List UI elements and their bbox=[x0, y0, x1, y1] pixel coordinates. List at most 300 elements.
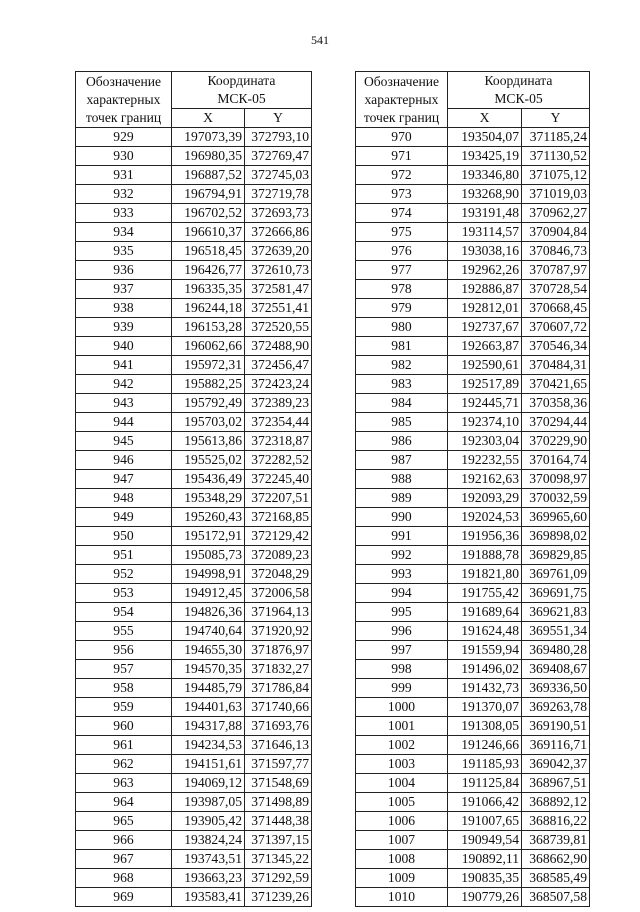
x-coordinate: 196153,28 bbox=[172, 318, 245, 337]
point-number: 982 bbox=[356, 356, 448, 375]
table-row bbox=[76, 128, 312, 147]
table-row bbox=[356, 812, 590, 831]
table-row bbox=[356, 337, 590, 356]
x-coordinate: 190892,11 bbox=[448, 850, 522, 869]
table-row bbox=[76, 337, 312, 356]
point-number: 934 bbox=[76, 223, 172, 242]
x-coordinate: 192374,10 bbox=[448, 413, 522, 432]
table-row bbox=[76, 641, 312, 660]
y-coordinate: 369042,37 bbox=[522, 755, 590, 774]
coordinate-header: Координата МСК-05 bbox=[448, 72, 590, 109]
point-number: 944 bbox=[76, 413, 172, 432]
table-row bbox=[356, 698, 590, 717]
table-row bbox=[76, 622, 312, 641]
point-number: 994 bbox=[356, 584, 448, 603]
x-coordinate: 194485,79 bbox=[172, 679, 245, 698]
point-number: 953 bbox=[76, 584, 172, 603]
x-coordinate: 196244,18 bbox=[172, 299, 245, 318]
point-number: 975 bbox=[356, 223, 448, 242]
x-coordinate: 195436,49 bbox=[172, 470, 245, 489]
table-row bbox=[76, 432, 312, 451]
table-row bbox=[356, 774, 590, 793]
table-row bbox=[356, 603, 590, 622]
y-coordinate: 371786,84 bbox=[245, 679, 312, 698]
table-row bbox=[76, 375, 312, 394]
table-row bbox=[356, 394, 590, 413]
table-row bbox=[356, 584, 590, 603]
x-coordinate: 193743,51 bbox=[172, 850, 245, 869]
y-coordinate: 372456,47 bbox=[245, 356, 312, 375]
point-number: 983 bbox=[356, 375, 448, 394]
point-number: 932 bbox=[76, 185, 172, 204]
point-number: 951 bbox=[76, 546, 172, 565]
x-coordinate: 192886,87 bbox=[448, 280, 522, 299]
y-coordinate: 368585,49 bbox=[522, 869, 590, 888]
x-coordinate: 192737,67 bbox=[448, 318, 522, 337]
y-coordinate: 369190,51 bbox=[522, 717, 590, 736]
y-coordinate: 372089,23 bbox=[245, 546, 312, 565]
x-coordinate: 195972,31 bbox=[172, 356, 245, 375]
coordinates-table-right bbox=[355, 71, 590, 907]
x-coordinate: 196426,77 bbox=[172, 261, 245, 280]
table-row bbox=[356, 318, 590, 337]
table-row bbox=[76, 489, 312, 508]
x-coordinate: 191624,48 bbox=[448, 622, 522, 641]
table-row bbox=[356, 679, 590, 698]
point-number: 966 bbox=[76, 831, 172, 850]
table-row bbox=[76, 717, 312, 736]
point-number: 960 bbox=[76, 717, 172, 736]
table-row bbox=[76, 565, 312, 584]
x-coordinate: 195348,29 bbox=[172, 489, 245, 508]
point-number: 959 bbox=[76, 698, 172, 717]
y-coordinate: 370546,34 bbox=[522, 337, 590, 356]
point-number: 964 bbox=[76, 793, 172, 812]
table-row bbox=[356, 166, 590, 185]
table-row bbox=[356, 356, 590, 375]
table-row bbox=[76, 850, 312, 869]
point-number: 989 bbox=[356, 489, 448, 508]
x-coordinate: 192024,53 bbox=[448, 508, 522, 527]
table-row bbox=[76, 812, 312, 831]
table-row bbox=[356, 641, 590, 660]
table-row bbox=[76, 736, 312, 755]
y-coordinate: 370787,97 bbox=[522, 261, 590, 280]
table-row bbox=[76, 698, 312, 717]
x-coordinate: 191066,42 bbox=[448, 793, 522, 812]
table-row bbox=[356, 261, 590, 280]
point-number: 990 bbox=[356, 508, 448, 527]
table-row bbox=[76, 204, 312, 223]
point-number: 997 bbox=[356, 641, 448, 660]
x-coordinate: 194234,53 bbox=[172, 736, 245, 755]
y-coordinate: 370164,74 bbox=[522, 451, 590, 470]
y-coordinate: 372006,58 bbox=[245, 584, 312, 603]
point-number: 1010 bbox=[356, 888, 448, 907]
x-coordinate: 192590,61 bbox=[448, 356, 522, 375]
point-number: 978 bbox=[356, 280, 448, 299]
y-coordinate: 372610,73 bbox=[245, 261, 312, 280]
point-number: 945 bbox=[76, 432, 172, 451]
x-coordinate: 191432,73 bbox=[448, 679, 522, 698]
y-coordinate: 372693,73 bbox=[245, 204, 312, 223]
point-designation-header: Обозначение характерных точек границ bbox=[76, 72, 172, 128]
y-coordinate: 372666,86 bbox=[245, 223, 312, 242]
x-coordinate: 190949,54 bbox=[448, 831, 522, 850]
y-coordinate: 369829,85 bbox=[522, 546, 590, 565]
table-row bbox=[76, 679, 312, 698]
point-number: 976 bbox=[356, 242, 448, 261]
table-row bbox=[76, 280, 312, 299]
x-coordinate: 194655,30 bbox=[172, 641, 245, 660]
x-coordinate: 194570,35 bbox=[172, 660, 245, 679]
table-row bbox=[356, 831, 590, 850]
table-row bbox=[356, 622, 590, 641]
point-number: 950 bbox=[76, 527, 172, 546]
x-coordinate: 190835,35 bbox=[448, 869, 522, 888]
point-number: 1005 bbox=[356, 793, 448, 812]
table-row bbox=[356, 185, 590, 204]
y-coordinate: 371345,22 bbox=[245, 850, 312, 869]
x-coordinate: 191888,78 bbox=[448, 546, 522, 565]
table-row bbox=[356, 280, 590, 299]
y-coordinate: 368816,22 bbox=[522, 812, 590, 831]
point-number: 943 bbox=[76, 394, 172, 413]
point-number: 939 bbox=[76, 318, 172, 337]
point-number: 993 bbox=[356, 565, 448, 584]
x-coordinate: 193268,90 bbox=[448, 185, 522, 204]
point-number: 930 bbox=[76, 147, 172, 166]
x-coordinate: 190779,26 bbox=[448, 888, 522, 907]
y-coordinate: 372282,52 bbox=[245, 451, 312, 470]
table-row bbox=[356, 793, 590, 812]
table-row bbox=[356, 755, 590, 774]
table-row bbox=[76, 888, 312, 907]
x-header: X bbox=[448, 109, 522, 128]
table-row bbox=[356, 413, 590, 432]
point-number: 985 bbox=[356, 413, 448, 432]
table-row bbox=[356, 736, 590, 755]
x-coordinate: 193905,42 bbox=[172, 812, 245, 831]
y-coordinate: 372520,55 bbox=[245, 318, 312, 337]
table-row bbox=[76, 451, 312, 470]
point-number: 967 bbox=[76, 850, 172, 869]
point-number: 1009 bbox=[356, 869, 448, 888]
point-number: 938 bbox=[76, 299, 172, 318]
y-coordinate: 372048,29 bbox=[245, 565, 312, 584]
x-coordinate: 191125,84 bbox=[448, 774, 522, 793]
table-row bbox=[356, 147, 590, 166]
table-row bbox=[356, 204, 590, 223]
y-coordinate: 369480,28 bbox=[522, 641, 590, 660]
x-coordinate: 191496,02 bbox=[448, 660, 522, 679]
point-number: 968 bbox=[76, 869, 172, 888]
point-number: 1001 bbox=[356, 717, 448, 736]
x-coordinate: 192093,29 bbox=[448, 489, 522, 508]
coordinates-table-left bbox=[75, 71, 312, 907]
y-header: Y bbox=[245, 109, 312, 128]
point-number: 958 bbox=[76, 679, 172, 698]
table-row bbox=[76, 356, 312, 375]
table-row bbox=[356, 299, 590, 318]
table-row bbox=[356, 660, 590, 679]
table-row bbox=[356, 489, 590, 508]
table-row bbox=[356, 242, 590, 261]
point-number: 992 bbox=[356, 546, 448, 565]
x-coordinate: 194069,12 bbox=[172, 774, 245, 793]
x-coordinate: 193583,41 bbox=[172, 888, 245, 907]
y-coordinate: 370607,72 bbox=[522, 318, 590, 337]
y-coordinate: 372207,51 bbox=[245, 489, 312, 508]
y-coordinate: 371397,15 bbox=[245, 831, 312, 850]
point-number: 987 bbox=[356, 451, 448, 470]
x-coordinate: 191308,05 bbox=[448, 717, 522, 736]
table-row bbox=[76, 147, 312, 166]
y-coordinate: 370846,73 bbox=[522, 242, 590, 261]
table-row bbox=[356, 128, 590, 147]
point-number: 949 bbox=[76, 508, 172, 527]
y-coordinate: 370962,27 bbox=[522, 204, 590, 223]
y-coordinate: 371075,12 bbox=[522, 166, 590, 185]
y-coordinate: 372354,44 bbox=[245, 413, 312, 432]
table-row bbox=[76, 774, 312, 793]
y-coordinate: 372423,24 bbox=[245, 375, 312, 394]
point-number: 948 bbox=[76, 489, 172, 508]
x-coordinate: 193663,23 bbox=[172, 869, 245, 888]
point-number: 973 bbox=[356, 185, 448, 204]
x-coordinate: 192162,63 bbox=[448, 470, 522, 489]
page-number: 541 bbox=[311, 33, 329, 47]
y-coordinate: 370904,84 bbox=[522, 223, 590, 242]
point-designation-header: Обозначение характерных точек границ bbox=[356, 72, 448, 128]
point-number: 931 bbox=[76, 166, 172, 185]
x-coordinate: 192812,01 bbox=[448, 299, 522, 318]
table-row bbox=[356, 527, 590, 546]
table-row bbox=[356, 565, 590, 584]
x-coordinate: 191007,65 bbox=[448, 812, 522, 831]
table-row bbox=[76, 223, 312, 242]
point-number: 946 bbox=[76, 451, 172, 470]
x-coordinate: 195085,73 bbox=[172, 546, 245, 565]
table-row bbox=[76, 185, 312, 204]
y-coordinate: 369761,09 bbox=[522, 565, 590, 584]
point-number: 974 bbox=[356, 204, 448, 223]
x-coordinate: 195525,02 bbox=[172, 451, 245, 470]
point-number: 955 bbox=[76, 622, 172, 641]
x-header: X bbox=[172, 109, 245, 128]
point-number: 936 bbox=[76, 261, 172, 280]
table-row bbox=[76, 261, 312, 280]
y-coordinate: 369336,50 bbox=[522, 679, 590, 698]
y-coordinate: 370421,65 bbox=[522, 375, 590, 394]
y-coordinate: 370098,97 bbox=[522, 470, 590, 489]
y-coordinate: 370358,36 bbox=[522, 394, 590, 413]
x-coordinate: 195172,91 bbox=[172, 527, 245, 546]
table-row bbox=[76, 318, 312, 337]
x-coordinate: 196062,66 bbox=[172, 337, 245, 356]
point-number: 971 bbox=[356, 147, 448, 166]
point-number: 972 bbox=[356, 166, 448, 185]
x-coordinate: 192517,89 bbox=[448, 375, 522, 394]
y-coordinate: 371239,26 bbox=[245, 888, 312, 907]
point-number: 962 bbox=[76, 755, 172, 774]
y-coordinate: 371548,69 bbox=[245, 774, 312, 793]
x-coordinate: 194998,91 bbox=[172, 565, 245, 584]
point-number: 942 bbox=[76, 375, 172, 394]
y-coordinate: 368507,58 bbox=[522, 888, 590, 907]
table-row bbox=[356, 375, 590, 394]
x-coordinate: 195703,02 bbox=[172, 413, 245, 432]
point-number: 929 bbox=[76, 128, 172, 147]
x-coordinate: 193504,07 bbox=[448, 128, 522, 147]
x-coordinate: 191956,36 bbox=[448, 527, 522, 546]
y-coordinate: 371498,89 bbox=[245, 793, 312, 812]
x-coordinate: 196702,52 bbox=[172, 204, 245, 223]
table-row bbox=[76, 603, 312, 622]
point-number: 1000 bbox=[356, 698, 448, 717]
x-coordinate: 191370,07 bbox=[448, 698, 522, 717]
point-number: 963 bbox=[76, 774, 172, 793]
x-coordinate: 195882,25 bbox=[172, 375, 245, 394]
y-coordinate: 371130,52 bbox=[522, 147, 590, 166]
y-coordinate: 372129,42 bbox=[245, 527, 312, 546]
y-coordinate: 369965,60 bbox=[522, 508, 590, 527]
x-coordinate: 196794,91 bbox=[172, 185, 245, 204]
table-row bbox=[356, 869, 590, 888]
y-coordinate: 372389,23 bbox=[245, 394, 312, 413]
point-number: 986 bbox=[356, 432, 448, 451]
y-coordinate: 369691,75 bbox=[522, 584, 590, 603]
y-coordinate: 368892,12 bbox=[522, 793, 590, 812]
x-coordinate: 192303,04 bbox=[448, 432, 522, 451]
y-coordinate: 371920,92 bbox=[245, 622, 312, 641]
y-header: Y bbox=[522, 109, 590, 128]
y-coordinate: 368967,51 bbox=[522, 774, 590, 793]
y-coordinate: 370229,90 bbox=[522, 432, 590, 451]
point-number: 1007 bbox=[356, 831, 448, 850]
table-row bbox=[356, 451, 590, 470]
y-coordinate: 372745,03 bbox=[245, 166, 312, 185]
x-coordinate: 193114,57 bbox=[448, 223, 522, 242]
point-number: 1002 bbox=[356, 736, 448, 755]
point-number: 995 bbox=[356, 603, 448, 622]
point-number: 1008 bbox=[356, 850, 448, 869]
table-row bbox=[76, 584, 312, 603]
x-coordinate: 194912,45 bbox=[172, 584, 245, 603]
y-coordinate: 371646,13 bbox=[245, 736, 312, 755]
y-coordinate: 371740,66 bbox=[245, 698, 312, 717]
y-coordinate: 372488,90 bbox=[245, 337, 312, 356]
y-coordinate: 371693,76 bbox=[245, 717, 312, 736]
x-coordinate: 193346,80 bbox=[448, 166, 522, 185]
table-row bbox=[356, 850, 590, 869]
y-coordinate: 371019,03 bbox=[522, 185, 590, 204]
table-row bbox=[76, 166, 312, 185]
point-number: 1004 bbox=[356, 774, 448, 793]
y-coordinate: 370294,44 bbox=[522, 413, 590, 432]
y-coordinate: 371597,77 bbox=[245, 755, 312, 774]
x-coordinate: 191689,64 bbox=[448, 603, 522, 622]
point-number: 954 bbox=[76, 603, 172, 622]
point-number: 935 bbox=[76, 242, 172, 261]
y-coordinate: 371185,24 bbox=[522, 128, 590, 147]
point-number: 988 bbox=[356, 470, 448, 489]
point-number: 970 bbox=[356, 128, 448, 147]
x-coordinate: 193987,05 bbox=[172, 793, 245, 812]
point-number: 977 bbox=[356, 261, 448, 280]
x-coordinate: 196610,37 bbox=[172, 223, 245, 242]
x-coordinate: 191246,66 bbox=[448, 736, 522, 755]
y-coordinate: 372168,85 bbox=[245, 508, 312, 527]
y-coordinate: 372245,40 bbox=[245, 470, 312, 489]
point-number: 980 bbox=[356, 318, 448, 337]
y-coordinate: 369898,02 bbox=[522, 527, 590, 546]
x-coordinate: 196335,35 bbox=[172, 280, 245, 299]
x-coordinate: 195792,49 bbox=[172, 394, 245, 413]
table-row bbox=[76, 660, 312, 679]
point-number: 999 bbox=[356, 679, 448, 698]
y-coordinate: 371964,13 bbox=[245, 603, 312, 622]
y-coordinate: 368662,90 bbox=[522, 850, 590, 869]
point-number: 991 bbox=[356, 527, 448, 546]
y-coordinate: 369408,67 bbox=[522, 660, 590, 679]
point-number: 979 bbox=[356, 299, 448, 318]
x-coordinate: 195260,43 bbox=[172, 508, 245, 527]
table-row bbox=[356, 223, 590, 242]
y-coordinate: 369621,83 bbox=[522, 603, 590, 622]
x-coordinate: 193824,24 bbox=[172, 831, 245, 850]
x-coordinate: 191755,42 bbox=[448, 584, 522, 603]
table-row bbox=[356, 717, 590, 736]
point-number: 956 bbox=[76, 641, 172, 660]
x-coordinate: 196887,52 bbox=[172, 166, 245, 185]
point-number: 937 bbox=[76, 280, 172, 299]
y-coordinate: 369116,71 bbox=[522, 736, 590, 755]
x-coordinate: 193425,19 bbox=[448, 147, 522, 166]
x-coordinate: 191185,93 bbox=[448, 755, 522, 774]
table-row bbox=[76, 755, 312, 774]
point-number: 952 bbox=[76, 565, 172, 584]
x-coordinate: 194740,64 bbox=[172, 622, 245, 641]
y-coordinate: 370032,59 bbox=[522, 489, 590, 508]
table-row bbox=[356, 470, 590, 489]
table-row bbox=[76, 793, 312, 812]
table-row bbox=[356, 508, 590, 527]
point-number: 969 bbox=[76, 888, 172, 907]
table-row bbox=[356, 546, 590, 565]
table-row bbox=[76, 546, 312, 565]
table-row bbox=[76, 508, 312, 527]
table-row bbox=[76, 413, 312, 432]
y-coordinate: 369263,78 bbox=[522, 698, 590, 717]
y-coordinate: 372581,47 bbox=[245, 280, 312, 299]
table-row bbox=[356, 432, 590, 451]
y-coordinate: 371832,27 bbox=[245, 660, 312, 679]
y-coordinate: 370728,54 bbox=[522, 280, 590, 299]
x-coordinate: 192445,71 bbox=[448, 394, 522, 413]
point-number: 1006 bbox=[356, 812, 448, 831]
x-coordinate: 196980,35 bbox=[172, 147, 245, 166]
x-coordinate: 191821,80 bbox=[448, 565, 522, 584]
y-coordinate: 371292,59 bbox=[245, 869, 312, 888]
point-number: 981 bbox=[356, 337, 448, 356]
table-row bbox=[76, 242, 312, 261]
point-number: 933 bbox=[76, 204, 172, 223]
point-number: 941 bbox=[76, 356, 172, 375]
x-coordinate: 193038,16 bbox=[448, 242, 522, 261]
table-row bbox=[76, 299, 312, 318]
x-coordinate: 194151,61 bbox=[172, 755, 245, 774]
